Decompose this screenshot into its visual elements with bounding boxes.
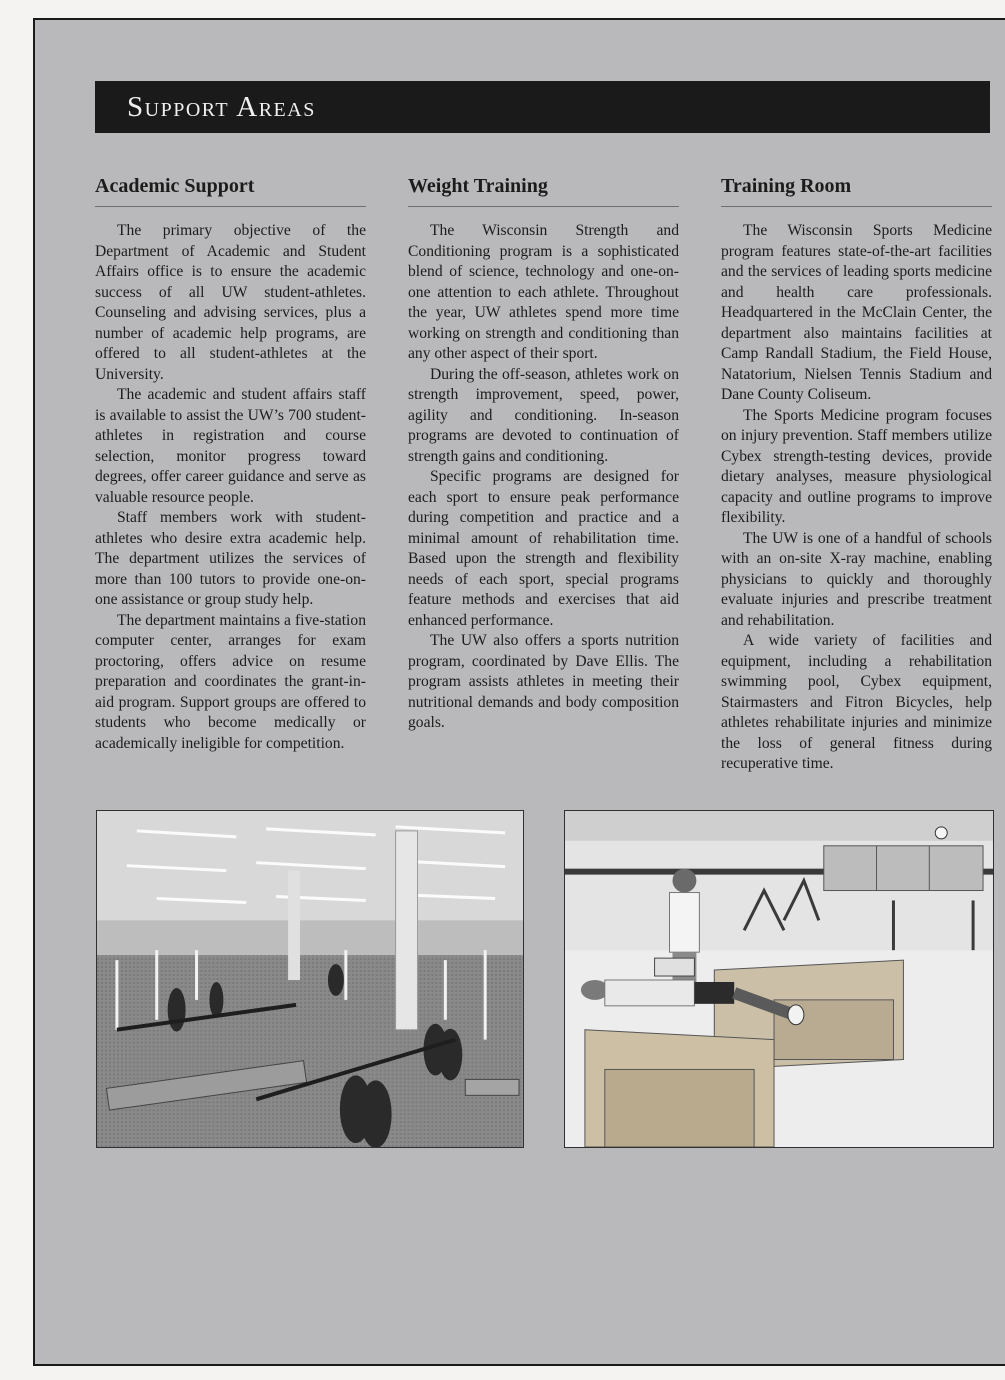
heading-divider (721, 206, 992, 207)
heading-divider (95, 206, 366, 207)
column-body (408, 221, 679, 734)
paragraph: During the off-season, athletes work on strength improvement, speed, power, agility and conditioning. In-season programs are devoted to continuation of strength gains and conditioning. (408, 365, 679, 465)
paragraph: The UW also offers a sports nutrition program, coordinated by Dave Ellis. The program assists athletes in meeting their nutritional demands and body composition goals. (408, 632, 679, 731)
paragraph: The Wisconsin Sports Medicine program features state-of-the-art facilities and the services of leading sports medicine and health care professionals. Headquartered in the McClain Center, the department also maintains facilities at Camp Randall Stadium, the Field House, Natatorium, Nielsen Tennis Stadium and Dane County Coliseum. (721, 222, 992, 403)
paragraph: The Sports Medicine program focuses on injury prevention. Staff members utilize Cybex strength-testing devices, provide dietary analyses, measure physiological capacity and outline programs to improve flexibility. (721, 406, 992, 526)
training-room-photo (564, 810, 994, 1148)
paragraph: Staff members work with student-athletes who desire extra academic help. The department utilizes the services of more than 100 tutors to provide one-on-one assistance or group study help. (95, 509, 366, 608)
training-room-illustration (565, 811, 993, 1147)
paragraph: The primary objective of the Department of Academic and Student Affairs office is to ensure the academic success of all UW student-athletes. Counseling and advising services, plus a number of academic help programs, are offered to all student-athletes at the University. (95, 222, 366, 383)
column-heading: Weight Training (408, 175, 548, 197)
column-training-room (721, 172, 992, 775)
column-heading: Training Room (721, 175, 852, 197)
column-academic-support (95, 172, 366, 754)
weight-room-illustration (97, 811, 523, 1147)
paragraph: Specific programs are designed for each sport to ensure peak performance during competition and practice and a minimal amount of rehabilitation time. Based upon the strength and flexibility needs of each sport, special programs feature methods and exercises that aid enhanced performance. (408, 468, 679, 629)
paragraph: A wide variety of facilities and equipment, including a rehabilitation swimming pool, Cybex equipment, Stairmasters and Fitron Bicycles, help athletes rehabilitate injuries and minimize the loss of general fitness during recuperative time. (721, 632, 992, 772)
column-body (95, 221, 366, 754)
column-body (721, 221, 992, 775)
section-header-bar (95, 81, 990, 133)
paragraph: The academic and student affairs staff is available to assist the UW’s 700 student-athletes in registration and course selection, monitor progress toward degrees, offer career guidance and serve as valuable resource people. (95, 386, 366, 506)
section-title: Support Areas (127, 91, 316, 123)
paragraph: The department maintains a five-station computer center, arranges for exam proctoring, offers advice on resume preparation and coordinates the grant-in-aid program. Support groups are offered to students who become medically or academically ineligible for competition. (95, 611, 366, 752)
heading-divider (408, 206, 679, 207)
paragraph: The Wisconsin Strength and Conditioning program is a sophisticated blend of science, technology and one-on-one attention to each athlete. Throughout the year, UW athletes spend more time working on strength and conditioning than any other aspect of their sport. (408, 222, 679, 362)
paragraph: The UW is one of a handful of schools with an on-site X-ray machine, enabling physicians to quickly and thoroughly evaluate injuries and prescribe treatment and rehabilitation. (721, 529, 992, 629)
column-weight-training (408, 172, 679, 734)
weight-room-photo (96, 810, 524, 1148)
column-heading: Academic Support (95, 175, 255, 197)
